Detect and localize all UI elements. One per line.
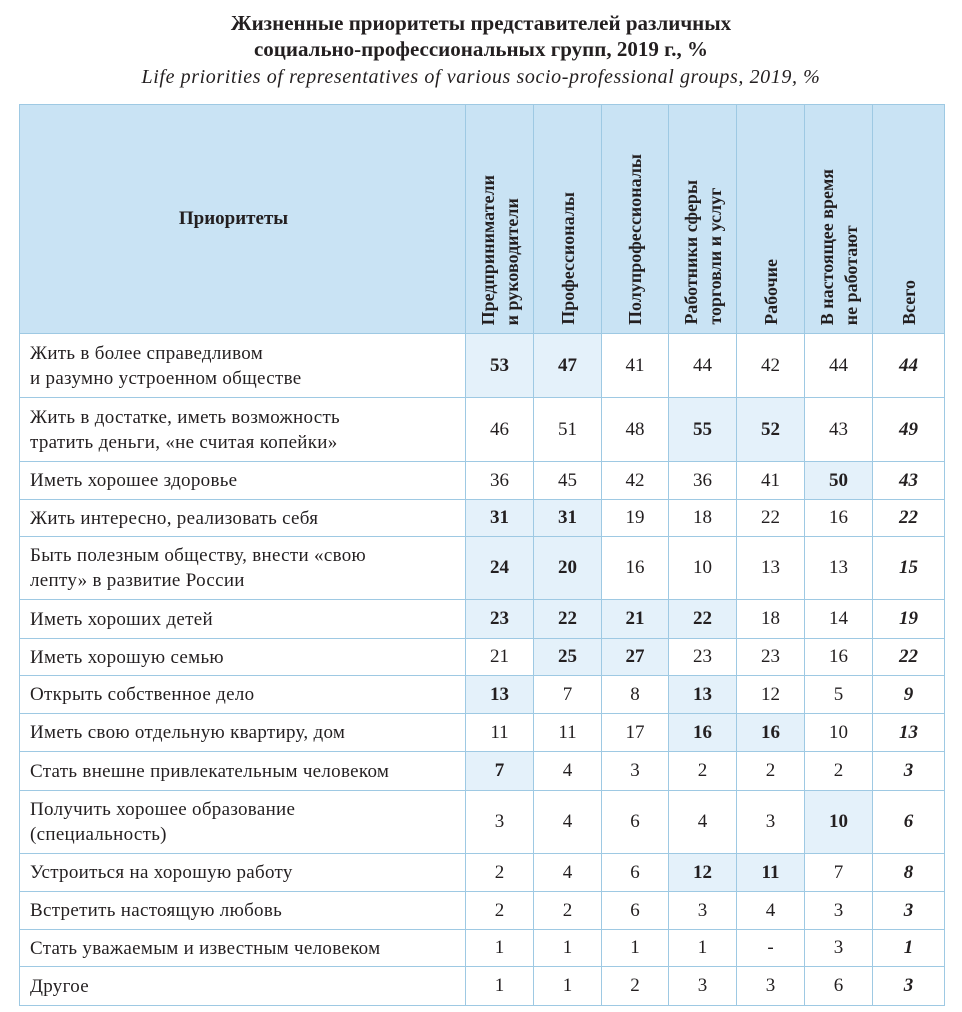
row-label: Быть полезным обществу, внести «свою лепту» в развитие России xyxy=(20,537,466,600)
total-cell: 3 xyxy=(873,892,945,930)
row-label: Устроиться на хорошую работу xyxy=(20,854,466,892)
column-header-entrepreneurs xyxy=(466,105,534,334)
value-cell: 18 xyxy=(737,600,805,639)
value-cell: 10 xyxy=(669,537,737,600)
total-cell: 19 xyxy=(873,600,945,639)
value-cell: 42 xyxy=(602,462,669,500)
table-row xyxy=(20,967,945,1006)
value-cell: 21 xyxy=(466,639,534,676)
value-cell: 13 xyxy=(669,676,737,714)
value-cell: 36 xyxy=(669,462,737,500)
value-cell: 52 xyxy=(737,398,805,462)
total-cell: 22 xyxy=(873,639,945,676)
row-label: Жить интересно, реализовать себя xyxy=(20,500,466,537)
value-cell: 1 xyxy=(466,967,534,1006)
value-cell: 1 xyxy=(602,930,669,967)
total-cell: 3 xyxy=(873,752,945,791)
value-cell: 22 xyxy=(737,500,805,537)
table-row xyxy=(20,791,945,854)
table-row xyxy=(20,714,945,752)
table-row xyxy=(20,639,945,676)
value-cell: 23 xyxy=(669,639,737,676)
table-row xyxy=(20,462,945,500)
value-cell: 2 xyxy=(805,752,873,791)
value-cell: 45 xyxy=(534,462,602,500)
value-cell: 7 xyxy=(466,752,534,791)
value-cell: 7 xyxy=(805,854,873,892)
value-cell: 36 xyxy=(466,462,534,500)
row-label: Иметь хороших детей xyxy=(20,600,466,639)
value-cell: 2 xyxy=(669,752,737,791)
header-row xyxy=(20,105,945,334)
value-cell: 4 xyxy=(534,854,602,892)
value-cell: 44 xyxy=(805,334,873,398)
value-cell: 3 xyxy=(805,892,873,930)
value-cell: 16 xyxy=(669,714,737,752)
value-cell: 18 xyxy=(669,500,737,537)
value-cell: 6 xyxy=(602,854,669,892)
column-header-label: Полупрофессионалы xyxy=(625,154,645,325)
value-cell: 41 xyxy=(602,334,669,398)
value-cell: 1 xyxy=(669,930,737,967)
table-row xyxy=(20,600,945,639)
value-cell: 21 xyxy=(602,600,669,639)
column-header-label: В настоящее время не работают xyxy=(816,168,861,325)
value-cell: 2 xyxy=(737,752,805,791)
column-header-priorities: Приоритеты xyxy=(20,105,466,334)
table-row xyxy=(20,537,945,600)
value-cell: 48 xyxy=(602,398,669,462)
value-cell: 19 xyxy=(602,500,669,537)
value-cell: 16 xyxy=(602,537,669,600)
column-header-trade-service-workers xyxy=(669,105,737,334)
column-header-label: Профессионалы xyxy=(557,192,578,325)
table-row xyxy=(20,930,945,967)
value-cell: 3 xyxy=(669,967,737,1006)
value-cell: 6 xyxy=(602,791,669,854)
value-cell: 46 xyxy=(466,398,534,462)
column-header-label: Работники сферы торговли и услуг xyxy=(680,180,725,325)
value-cell: 55 xyxy=(669,398,737,462)
value-cell: 2 xyxy=(466,892,534,930)
table-row xyxy=(20,676,945,714)
value-cell: 27 xyxy=(602,639,669,676)
value-cell: 22 xyxy=(669,600,737,639)
column-header-semiprofessionals xyxy=(602,105,669,334)
value-cell: 11 xyxy=(534,714,602,752)
value-cell: 43 xyxy=(805,398,873,462)
table-row xyxy=(20,854,945,892)
column-header-professionals xyxy=(534,105,602,334)
value-cell: 1 xyxy=(534,967,602,1006)
value-cell: 31 xyxy=(534,500,602,537)
total-cell: 8 xyxy=(873,854,945,892)
total-cell: 9 xyxy=(873,676,945,714)
value-cell: 4 xyxy=(534,752,602,791)
value-cell: 20 xyxy=(534,537,602,600)
value-cell: 10 xyxy=(805,714,873,752)
row-label: Открыть собственное дело xyxy=(20,676,466,714)
value-cell: 2 xyxy=(602,967,669,1006)
table-row xyxy=(20,752,945,791)
value-cell: 3 xyxy=(466,791,534,854)
value-cell: 10 xyxy=(805,791,873,854)
table-row xyxy=(20,398,945,462)
column-header-label: Рабочие xyxy=(760,259,781,325)
value-cell: 8 xyxy=(602,676,669,714)
value-cell: 17 xyxy=(602,714,669,752)
total-cell: 43 xyxy=(873,462,945,500)
value-cell: 14 xyxy=(805,600,873,639)
total-cell: 13 xyxy=(873,714,945,752)
row-label: Встретить настоящую любовь xyxy=(20,892,466,930)
value-cell: 12 xyxy=(669,854,737,892)
row-label: Получить хорошее образование (специальность) xyxy=(20,791,466,854)
value-cell: 3 xyxy=(737,967,805,1006)
row-label: Иметь хорошую семью xyxy=(20,639,466,676)
total-cell: 22 xyxy=(873,500,945,537)
value-cell: 6 xyxy=(602,892,669,930)
table-row xyxy=(20,500,945,537)
value-cell: 47 xyxy=(534,334,602,398)
row-label: Жить в более справедливом и разумно устроенном обществе xyxy=(20,334,466,398)
value-cell: 12 xyxy=(737,676,805,714)
table-title-line2: социально-профессиональных групп, 2019 г., % xyxy=(253,37,709,61)
value-cell: 23 xyxy=(466,600,534,639)
value-cell: 11 xyxy=(466,714,534,752)
table-subtitle-english: Life priorities of representatives of various socio-professional groups, 2019, % xyxy=(141,66,821,88)
total-cell: 15 xyxy=(873,537,945,600)
value-cell: 3 xyxy=(669,892,737,930)
value-cell: 2 xyxy=(534,892,602,930)
row-label: Стать уважаемым и известным человеком xyxy=(20,930,466,967)
row-label: Другое xyxy=(20,967,466,1006)
value-cell: 13 xyxy=(466,676,534,714)
value-cell: 13 xyxy=(737,537,805,600)
value-cell: 44 xyxy=(669,334,737,398)
value-cell: 4 xyxy=(669,791,737,854)
value-cell: 22 xyxy=(534,600,602,639)
value-cell: 31 xyxy=(466,500,534,537)
value-cell: 13 xyxy=(805,537,873,600)
value-cell: 16 xyxy=(737,714,805,752)
value-cell: 41 xyxy=(737,462,805,500)
value-cell: 3 xyxy=(602,752,669,791)
table-row xyxy=(20,892,945,930)
value-cell: 5 xyxy=(805,676,873,714)
value-cell: 1 xyxy=(534,930,602,967)
total-cell: 1 xyxy=(873,930,945,967)
value-cell: 23 xyxy=(737,639,805,676)
value-cell: - xyxy=(737,930,805,967)
value-cell: 51 xyxy=(534,398,602,462)
value-cell: 4 xyxy=(534,791,602,854)
row-label: Жить в достатке, иметь возможность тратить деньги, «не считая копейки» xyxy=(20,398,466,462)
column-header-unemployed xyxy=(805,105,873,334)
value-cell: 25 xyxy=(534,639,602,676)
value-cell: 1 xyxy=(466,930,534,967)
value-cell: 16 xyxy=(805,639,873,676)
value-cell: 4 xyxy=(737,892,805,930)
row-label: Стать внешне привлекательным человеком xyxy=(20,752,466,791)
column-header-workers xyxy=(737,105,805,334)
total-cell: 49 xyxy=(873,398,945,462)
row-label: Иметь хорошее здоровье xyxy=(20,462,466,500)
column-header-label: Предприниматели и руководители xyxy=(477,174,522,325)
total-cell: 44 xyxy=(873,334,945,398)
table-title-line1: Жизненные приоритеты представителей различных xyxy=(230,11,732,35)
table-row xyxy=(20,334,945,398)
value-cell: 24 xyxy=(466,537,534,600)
row-label: Иметь свою отдельную квартиру, дом xyxy=(20,714,466,752)
value-cell: 53 xyxy=(466,334,534,398)
value-cell: 11 xyxy=(737,854,805,892)
value-cell: 3 xyxy=(737,791,805,854)
value-cell: 3 xyxy=(805,930,873,967)
total-cell: 3 xyxy=(873,967,945,1006)
value-cell: 50 xyxy=(805,462,873,500)
column-header-total xyxy=(873,105,945,334)
value-cell: 16 xyxy=(805,500,873,537)
value-cell: 2 xyxy=(466,854,534,892)
priorities-table xyxy=(19,104,945,1006)
column-header-label: Всего xyxy=(898,280,919,325)
value-cell: 7 xyxy=(534,676,602,714)
value-cell: 6 xyxy=(805,967,873,1006)
value-cell: 42 xyxy=(737,334,805,398)
total-cell: 6 xyxy=(873,791,945,854)
